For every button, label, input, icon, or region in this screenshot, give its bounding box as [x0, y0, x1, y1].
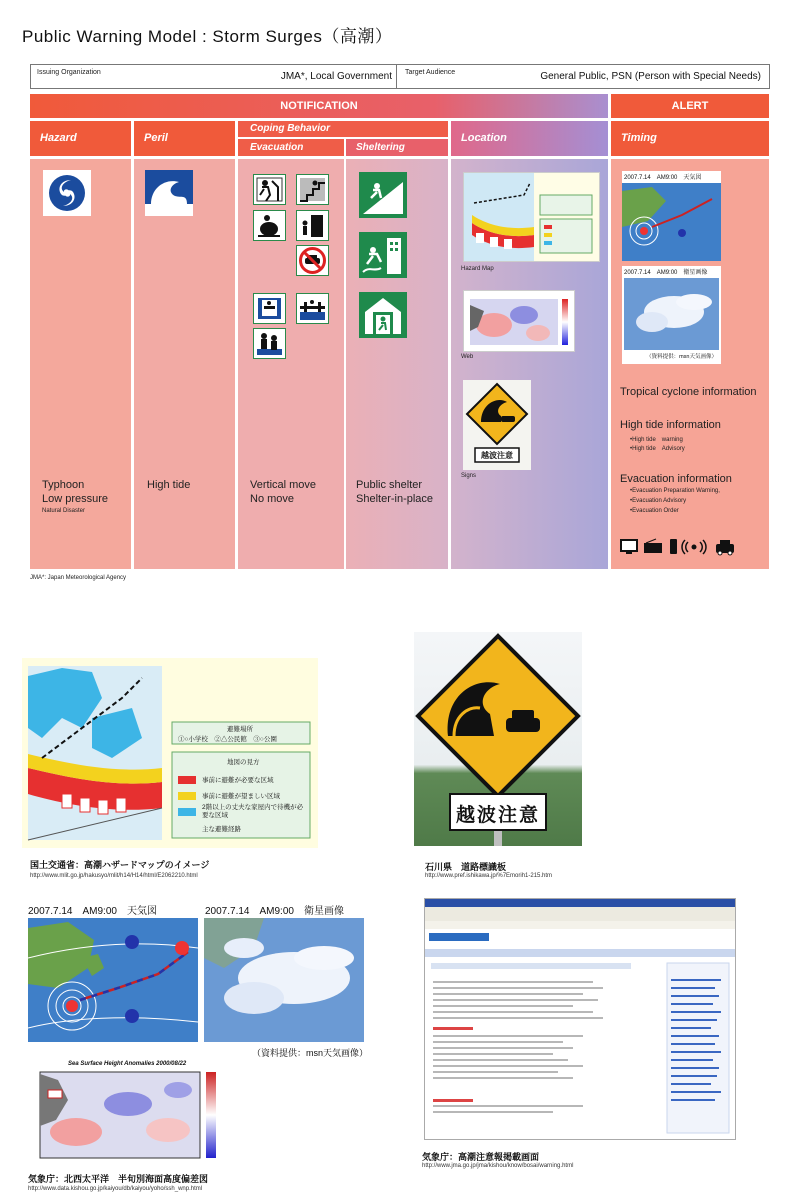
shelter-hill-icon [359, 172, 407, 218]
evac-vertical-move: Vertical move [250, 479, 317, 491]
evac-info: Evacuation information [620, 473, 732, 485]
web-caption: Web [461, 354, 474, 360]
evac-item-prep: •Evacuation Preparation Warning, [630, 488, 720, 494]
legend-blue: 2階以上の丈夫な家屋内で待機が必要な区域 [202, 804, 304, 819]
signs-caption: Signs [461, 473, 477, 479]
jma-url: http://www.jma.go.jp/jma/kishou/know/bosai/warning.html [422, 1163, 574, 1169]
shelter-building-icon [359, 232, 407, 278]
hazard-label [42, 478, 108, 516]
assist-person-icon [253, 328, 286, 359]
ssh-map-title: Sea Surface Height Anomalies 2000/08/22 [68, 1061, 187, 1067]
sheltering-label [356, 478, 433, 506]
issuing-cell [31, 65, 397, 88]
legend-view: 地図の見方 [227, 759, 260, 766]
hazard-typhoon: Typhoon [42, 479, 85, 491]
vertical-evac-icon [253, 174, 286, 205]
legend-title: 避難場所 [227, 726, 253, 733]
stairs-icon [296, 174, 329, 205]
hazard-map-caption: Hazard Map [461, 266, 494, 272]
sat-date: 2007.7.14 AM9:00 衛星画像 [205, 906, 344, 917]
road-sign-title: 石川県 道路標識板 [425, 862, 507, 872]
legend-route: 主な避難経路 [202, 826, 241, 833]
road-sign-photo [414, 632, 582, 846]
sign-thumbnail-text: 越波注意 [481, 451, 513, 460]
ssh-title: 気象庁：北西太平洋 半旬別海面高度偏差図 [28, 1174, 209, 1184]
road-sign-text: 越波注意 [455, 805, 540, 826]
weather-map-thumbnail [622, 171, 721, 261]
evac-item-advisory: •Evacuation Advisory [630, 498, 687, 504]
hazard-map-url: http://www.mlit.go.jp/hakusyo/mlit/h14/H14/html/E2062210.html [30, 873, 198, 879]
ht-item-warning: •High tide warning [630, 437, 683, 443]
mobile-icon [670, 539, 677, 554]
weather-map-date: 2007.7.14 AM9:00 天気図 [624, 175, 702, 181]
peril-label: High tide [147, 479, 191, 491]
hazard-map-image [22, 658, 318, 848]
shelter-public: Public shelter [356, 479, 423, 491]
info-box [30, 64, 770, 89]
tv-icon [621, 540, 637, 554]
ssh-url: http://www.data.kishou.go.jp/kaiyou/db/kaiyou/yoho/ssh_wnp.html [28, 1186, 203, 1192]
footnote: JMA*: Japan Meteorological Agency [30, 575, 127, 581]
ht-item-advisory: •High tide Advisory [630, 446, 685, 452]
hazard-map-title: 国土交通省：高潮ハザードマップのイメージ [30, 860, 210, 870]
satellite-date: 2007.7.14 AM9:00 衛星画像 [624, 270, 708, 276]
page-title: Public Warning Model : Storm Surges（高潮） [22, 27, 393, 46]
high-tide-icon [145, 170, 193, 216]
legend-yellow: 事前に避難が望ましい区域 [202, 793, 280, 800]
hazard-map-thumbnail [463, 172, 600, 262]
satellite-credit: （資料提供：msn天気画像） [646, 354, 717, 360]
alert-band: ALERT [611, 94, 769, 118]
jma-website-screenshot [424, 898, 736, 1140]
ssh-anomaly-image [28, 1060, 228, 1170]
evac-no-move: No move [250, 493, 295, 505]
header-timing: Timing [611, 121, 769, 156]
hazard-note: Natural Disaster [42, 508, 86, 514]
header-location: Location [451, 121, 608, 156]
tc-info: Tropical cyclone information [620, 386, 757, 398]
notification-band: NOTIFICATION [30, 94, 608, 118]
hazard-low-pressure: Low pressure [42, 493, 109, 505]
satellite-thumbnail [622, 266, 721, 364]
wx-credit: （資料提供：msn天気画像） [252, 1048, 369, 1058]
legend-sites: ①○小学校 ②△公民館 ③○公園 [178, 736, 277, 743]
weather-map-image [28, 918, 198, 1042]
evacuation-label [250, 478, 316, 506]
wx-map-date: 2007.7.14 AM9:00 天気図 [28, 906, 157, 917]
peril-column [134, 159, 235, 569]
road-sign-url: http://www.pref.ishikawa.jp/%7Emorih1-215.htm [425, 873, 553, 879]
broadcast-icon [682, 540, 706, 554]
header-peril: Peril [134, 121, 235, 156]
header-hazard: Hazard [30, 121, 131, 156]
sheltering-column [346, 159, 448, 569]
sign-thumbnail [463, 380, 531, 470]
building-stay-icon [296, 210, 329, 241]
satellite-image [204, 918, 364, 1042]
issuing-value: JMA*, Local Government [280, 71, 392, 82]
upper-floor-icon [253, 293, 286, 324]
target-cell [401, 65, 769, 88]
header-coping: Coping Behavior [238, 121, 448, 137]
typhoon-icon [43, 170, 91, 216]
shelter-in-place: Shelter-in-place [356, 493, 434, 505]
bridge-evac-icon [296, 293, 329, 324]
target-value: General Public, PSN (Person with Special Needs) [540, 71, 761, 82]
jma-title: 気象庁：高潮注意報掲載画面 [422, 1152, 540, 1162]
evac-item-order: •Evacuation Order [630, 508, 679, 514]
target-label: Target Audience [405, 69, 456, 76]
shelter-in-place-icon [359, 292, 407, 338]
ht-info: High tide information [620, 419, 721, 431]
legend-red: 事前に避難が必要な区域 [202, 777, 274, 784]
loudspeaker-car-icon [716, 540, 734, 555]
person-carry-icon [253, 210, 286, 241]
media-icons [620, 538, 760, 556]
header-evacuation: Evacuation [238, 139, 344, 156]
radio-icon [644, 539, 662, 553]
header-sheltering: Sheltering [346, 139, 448, 156]
issuing-label: Issuing Organization [37, 69, 101, 76]
ssh-web-thumbnail [463, 290, 575, 352]
no-car-icon [296, 245, 329, 276]
